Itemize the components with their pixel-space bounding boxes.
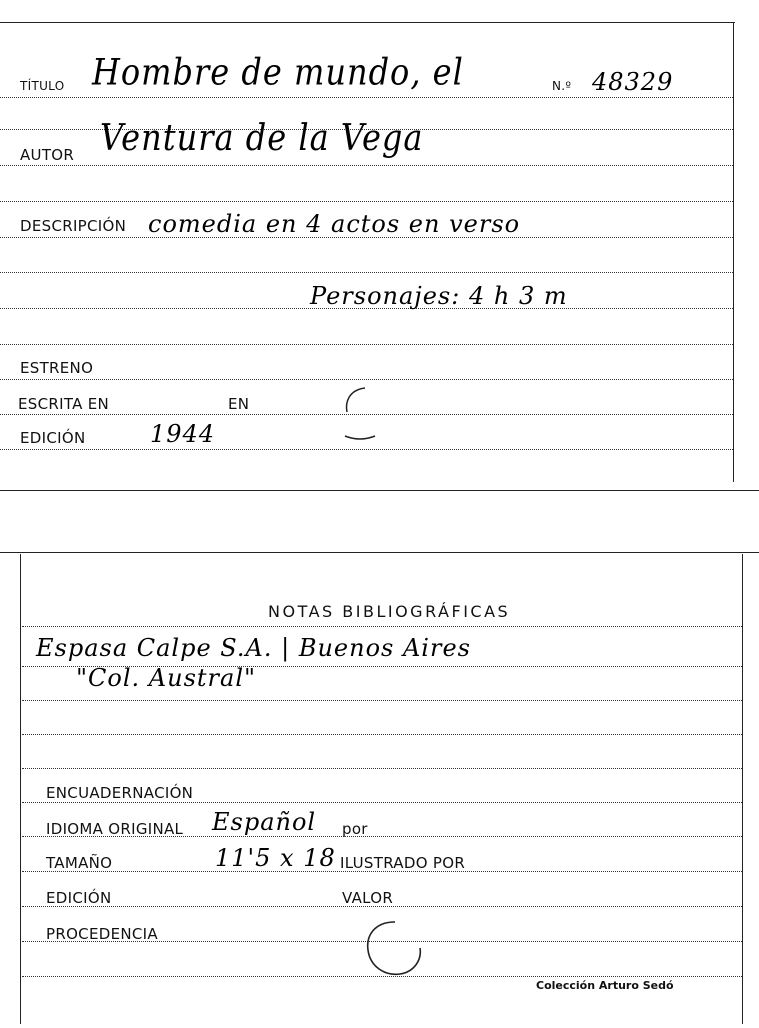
notes-line-1: Espasa Calpe S.A. | Buenos Aires [36,634,471,662]
card-right-edge [742,554,743,1024]
escrita-label: ESCRITA EN [18,395,110,413]
ruled-line [22,802,742,803]
ruled-line [0,272,733,273]
card-left-edge [20,554,21,1024]
card-right-edge [733,22,734,482]
descripcion-value: comedia en 4 actos en verso [148,210,521,238]
numero-value: 48329 [592,68,674,96]
ruled-line [22,700,742,701]
card-top-edge [0,552,759,553]
catalog-card-back [0,540,759,1028]
titulo-value: Hombre de mundo, el [92,49,464,94]
punch-hole-mark [335,380,395,446]
ruled-line [0,165,733,166]
por-label: por [342,820,368,838]
valor-label: VALOR [342,889,394,907]
ruled-line [0,97,733,98]
ilustrado-label: ILUSTRADO POR [340,854,466,872]
ruled-line [0,344,733,345]
catalog-card-front [0,0,759,492]
edicion-value: 1944 [150,420,216,448]
notes-line-2: "Col. Austral" [76,664,257,692]
autor-value: Ventura de la Vega [100,115,424,160]
ruled-line [22,768,742,769]
ruled-line [22,626,742,627]
card-top-edge [0,22,735,23]
idioma-label: IDIOMA ORIGINAL [46,820,184,838]
punch-hole-mark [360,918,430,980]
descripcion-label: DESCRIPCIÓN [20,217,127,235]
titulo-label: TÍTULO [20,79,65,93]
tamano-label: TAMAÑO [46,854,113,872]
card-bottom-edge [0,490,759,491]
notas-heading: NOTAS BIBLIOGRÁFICAS [268,602,511,621]
edicion-label: EDICIÓN [46,889,112,907]
ruled-line [0,449,733,450]
en-label: EN [228,395,250,413]
procedencia-label: PROCEDENCIA [46,925,158,943]
edicion-label: EDICIÓN [20,429,86,447]
estreno-label: ESTRENO [20,359,94,377]
collection-credit: Colección Arturo Sedó [536,979,674,992]
encuadernacion-label: ENCUADERNACIÓN [46,784,194,802]
idioma-value: Español [212,808,317,836]
autor-label: AUTOR [20,146,75,164]
numero-label: N.º [552,79,572,93]
ruled-line [22,734,742,735]
tamano-value: 11'5 x 18 [215,844,336,872]
personajes-value: Personajes: 4 h 3 m [310,282,568,310]
ruled-line [0,201,733,202]
